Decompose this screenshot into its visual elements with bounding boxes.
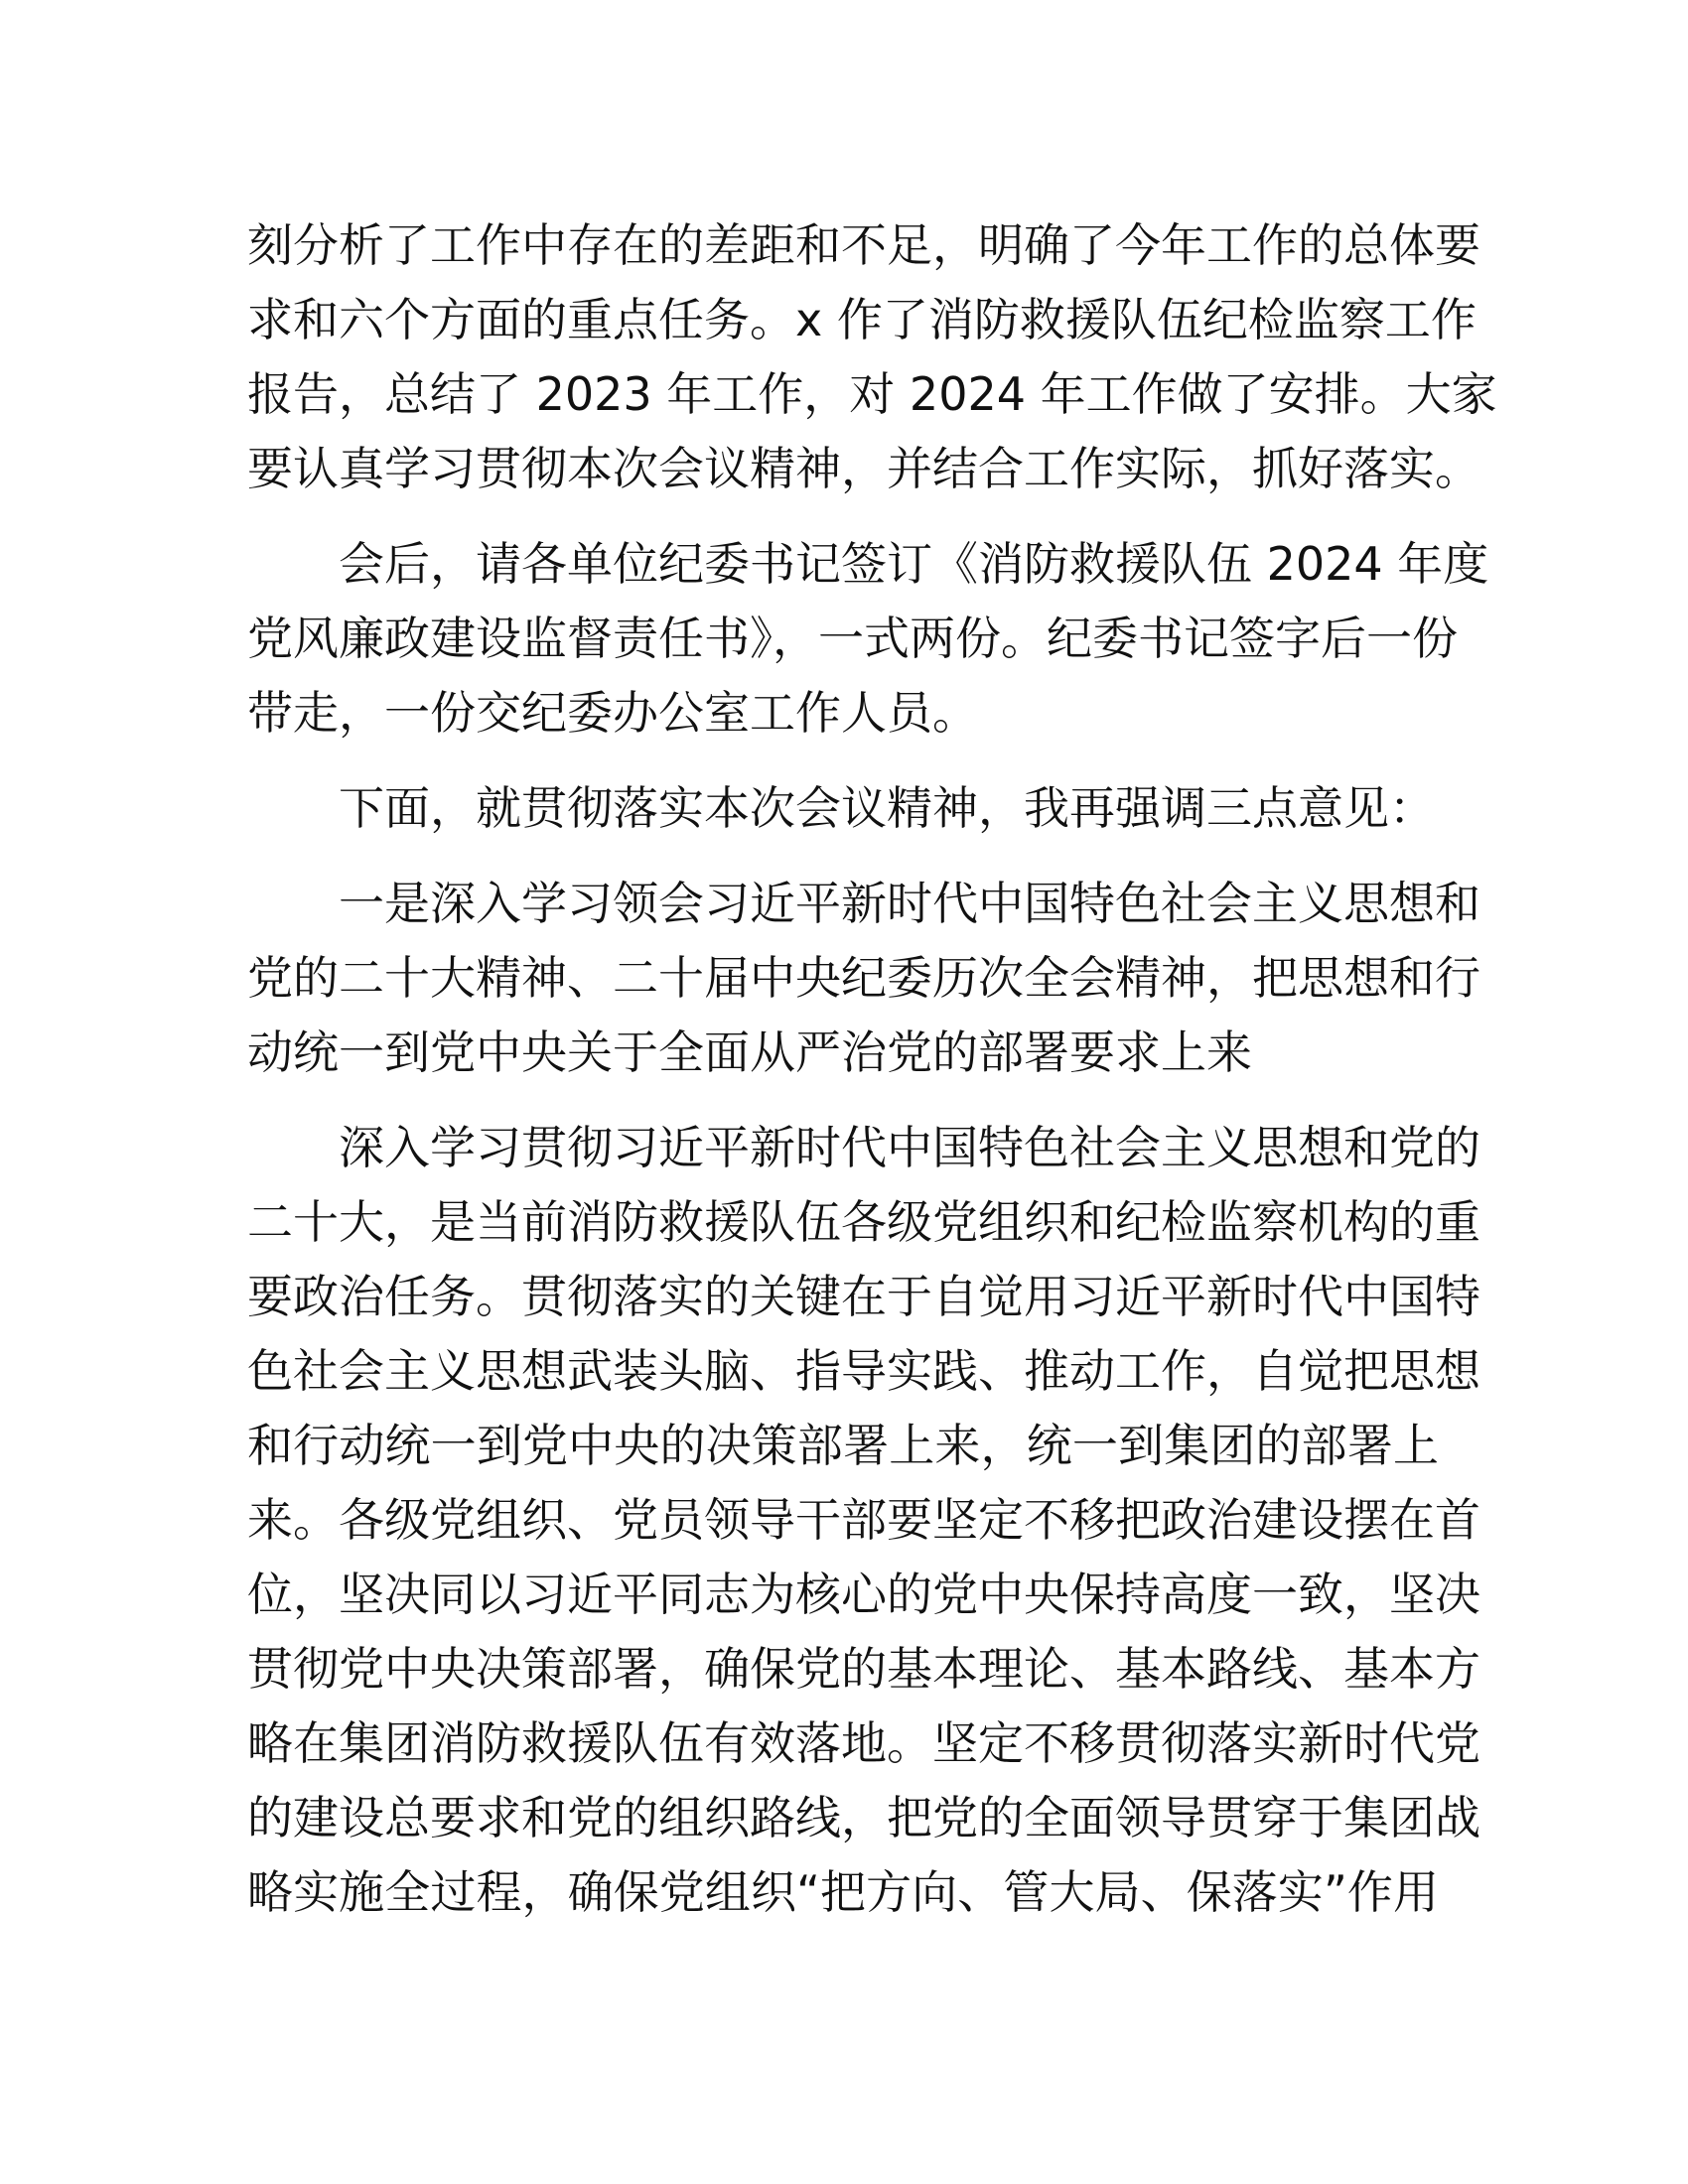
text-line: 带走，一份交纪委办公室工作人员。 [247, 686, 978, 740]
text-line: 求和六个方面的重点任务。x 作了消防救援队伍纪检监察工作 [247, 293, 1477, 346]
text-line: 的建设总要求和党的组织路线，把党的全面领导贯穿于集团战 [247, 1791, 1480, 1844]
text-line: 略在集团消防救援队伍有效落地。坚定不移贯彻落实新时代党 [247, 1716, 1480, 1770]
text-line: 二十大，是当前消防救援队伍各级党组织和纪检监察机构的重 [247, 1195, 1480, 1249]
paragraph-meeting-summary [247, 208, 1497, 506]
text-line: 报告，总结了 2023 年工作，对 2024 年工作做了安排。大家 [247, 367, 1497, 421]
text-line: 刻分析了工作中存在的差距和不足，明确了今年工作的总体要 [247, 218, 1480, 272]
text-line: 深入学习贯彻习近平新时代中国特色社会主义思想和党的 [339, 1121, 1480, 1174]
text-line: 动统一到党中央关于全面从严治党的部署要求上来 [247, 1025, 1252, 1079]
paragraph-point-one-body [247, 1111, 1480, 1930]
text-line: 下面，就贯彻落实本次会议精神，我再强调三点意见： [339, 781, 1435, 835]
paragraph-three-points-intro [247, 771, 1439, 846]
text-line: 来。各级党组织、党员领导干部要坚定不移把政治建设摆在首 [247, 1493, 1480, 1547]
text-line: 位，坚决同以习近平同志为核心的党中央保持高度一致，坚决 [247, 1568, 1480, 1621]
text-line: 要认真学习贯彻本次会议精神，并结合工作实际，抓好落实。 [247, 442, 1480, 495]
text-line: 会后，请各单位纪委书记签订《消防救援队伍 2024 年度 [339, 537, 1489, 591]
text-line: 党的二十大精神、二十届中央纪委历次全会精神，把思想和行 [247, 951, 1480, 1005]
text-line: 和行动统一到党中央的决策部署上来，统一到集团的部署上 [247, 1419, 1439, 1472]
text-line: 党风廉政建设监督责任书》，一式两份。纪委书记签字后一份 [247, 612, 1458, 665]
document-body [247, 208, 1497, 1930]
text-line: 略实施全过程，确保党组织“把方向、管大局、保落实”作用 [247, 1865, 1439, 1919]
text-line: 要政治任务。贯彻落实的关键在于自觉用习近平新时代中国特 [247, 1270, 1480, 1323]
paragraph-point-one-heading [247, 867, 1480, 1090]
text-line: 色社会主义思想武装头脑、指导实践、推动工作，自觉把思想 [247, 1344, 1480, 1398]
paragraph-responsibility-letter [247, 527, 1489, 751]
text-line: 贯彻党中央决策部署，确保党的基本理论、基本路线、基本方 [247, 1642, 1480, 1696]
text-line: 一是深入学习领会习近平新时代中国特色社会主义思想和 [339, 877, 1480, 930]
